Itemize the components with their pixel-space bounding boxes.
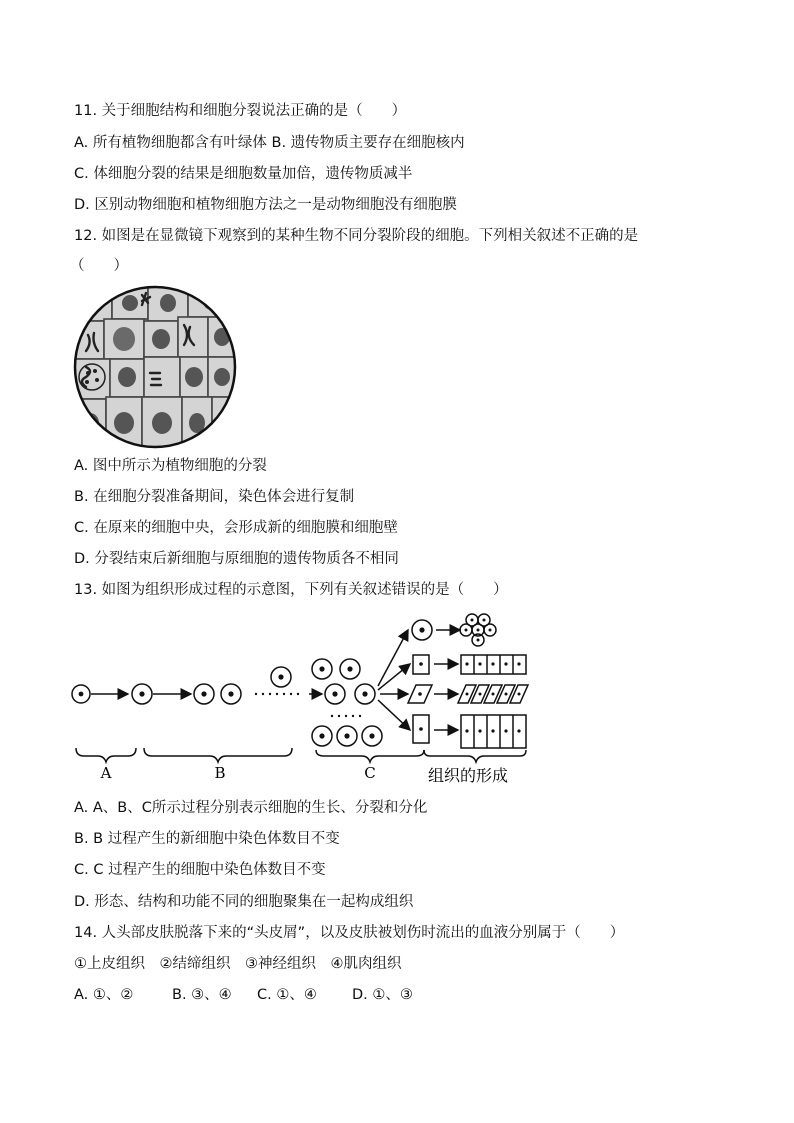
q11-stem: 11. 关于细胞结构和细胞分裂说法正确的是（ ） (74, 103, 407, 119)
q13-option-a: A. A、B、C所示过程分别表示细胞的生长、分裂和分化 (74, 800, 428, 816)
diagram-label-a: A (100, 764, 112, 782)
q12-stem: 12. 如图是在显微镜下观察到的某种生物不同分裂阶段的细胞。下列相关叙述不正确的是 (74, 228, 639, 244)
q14-option-a: A. ①、② (74, 987, 134, 1003)
q12-option-b: B. 在细胞分裂准备期间，染色体会进行复制 (74, 489, 355, 505)
q11-option-d: D. 区别动物细胞和植物细胞方法之一是动物细胞没有细胞膜 (74, 197, 457, 213)
q13-option-c: C. C 过程产生的细胞中染色体数目不变 (74, 862, 326, 878)
q12-answer-paren: （ ） (70, 258, 128, 274)
q13-option-d: D. 形态、结构和功能不同的细胞聚集在一起构成组织 (74, 894, 414, 910)
q11-option-a: A. 所有植物细胞都含有叶绿体 B. 遗传物质主要存在细胞核内 (74, 135, 465, 151)
q14-option-d: D. ①、③ (352, 987, 413, 1003)
q11-option-c: C. 体细胞分裂的结果是细胞数量加倍，遗传物质减半 (74, 166, 413, 182)
q14-items: ①上皮组织 ②结缔组织 ③神经组织 ④肌肉组织 (74, 956, 402, 972)
diagram-label-c: C (364, 764, 376, 782)
diagram-label-b: B (214, 764, 226, 782)
diagram-label-tissue: 组织的形成 (427, 766, 509, 785)
q13-stem: 13. 如图为组织形成过程的示意图，下列有关叙述错误的是（ ） (74, 582, 508, 598)
q12-option-d: D. 分裂结束后新细胞与原细胞的遗传物质各不相同 (74, 551, 399, 567)
q12-option-c: C. 在原来的细胞中央，会形成新的细胞膜和细胞壁 (74, 520, 398, 536)
q14-stem: 14. 人头部皮肤脱落下来的“头皮屑”，以及皮肤被划伤时流出的血液分别属于（ ） (74, 925, 625, 941)
q13-option-b: B. B 过程产生的新细胞中染色体数目不变 (74, 831, 340, 847)
microscope-cell-image (72, 285, 238, 449)
q14-option-b: B. ③、④ (172, 987, 232, 1003)
q12-option-a: A. 图中所示为植物细胞的分裂 (74, 458, 267, 474)
q14-options (74, 985, 413, 1005)
q14-option-c: C. ①、④ (257, 987, 317, 1003)
tissue-formation-diagram (60, 606, 540, 792)
